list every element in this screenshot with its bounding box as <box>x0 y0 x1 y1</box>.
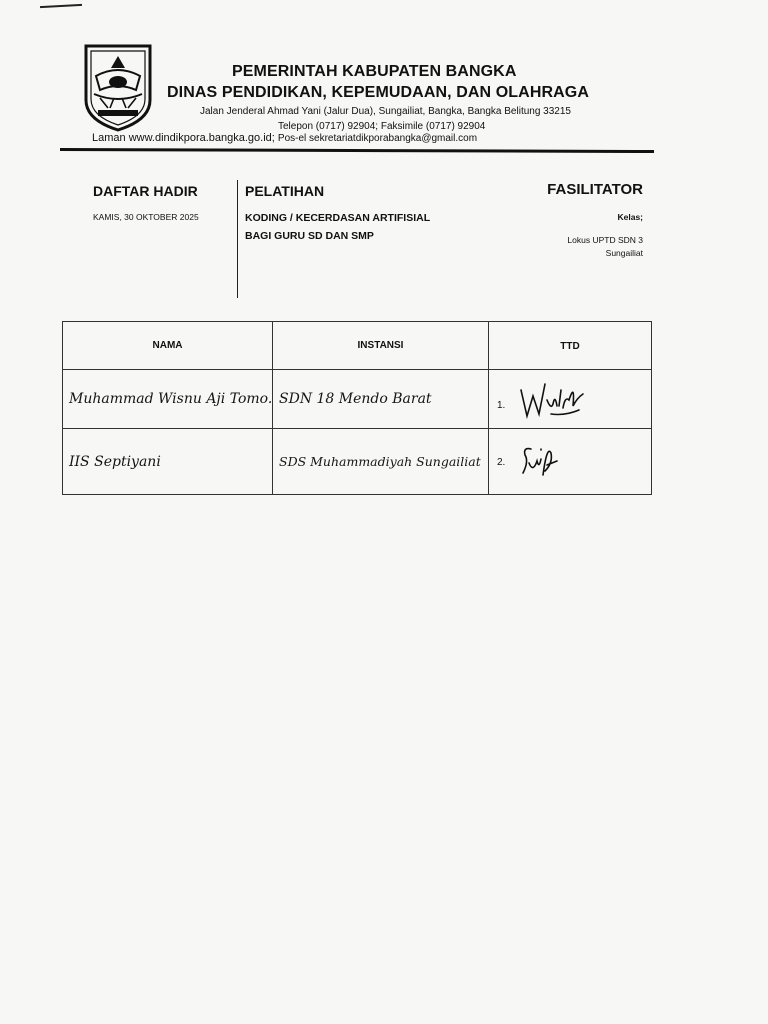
cell-instansi <box>273 370 489 429</box>
letterhead-department: DINAS PENDIDIKAN, KEPEMUDAAN, DAN OLAHRAGA <box>167 84 589 101</box>
column-header-ttd: TTD <box>489 322 652 370</box>
handwritten-instansi: SDS Muhammadiyah Sungailiat <box>279 453 481 469</box>
letterhead-address: Jalan Jenderal Ahmad Yani (Jalur Dua), Sungailiat, Bangka, Bangka Belitung 33215 <box>200 106 571 117</box>
training-subject: KODING / KECERDASAN ARTIFISIAL <box>245 212 431 224</box>
cell-ttd <box>489 370 652 429</box>
letterhead-phone: Telepon (0717) 92904; Faksimile (0717) 92904 <box>278 121 486 132</box>
corner-pen-mark <box>40 4 82 8</box>
signature-2 <box>517 439 561 481</box>
letterhead-divider <box>60 148 654 153</box>
class-label: Kelas; <box>617 212 643 222</box>
cell-nama <box>63 429 273 495</box>
table-row <box>63 429 652 495</box>
cell-instansi <box>273 429 489 495</box>
info-divider <box>237 180 238 298</box>
table-header-row <box>63 322 652 370</box>
handwritten-instansi: SDN 18 Mendo Barat <box>279 391 432 407</box>
row-number: 1. <box>497 400 506 411</box>
letterhead-web-email <box>92 132 477 144</box>
table-row <box>63 370 652 429</box>
letterhead-website: Laman www.dindikpora.bangka.go.id; <box>92 132 275 144</box>
training-title: PELATIHAN <box>245 183 325 199</box>
attendance-date: KAMIS, 30 OKTOBER 2025 <box>93 212 199 222</box>
location-line1: Lokus UPTD SDN 3 <box>567 235 643 245</box>
letterhead-email: Pos-el sekretariatdikporabangka@gmail.com <box>277 133 478 144</box>
handwritten-name: IIS Septiyani <box>69 453 161 470</box>
cell-nama <box>63 370 273 429</box>
signature-1 <box>517 376 587 422</box>
facilitator-title: FASILITATOR <box>547 181 643 198</box>
column-header-nama: NAMA <box>63 322 273 370</box>
row-number: 2. <box>497 457 506 468</box>
location-line2: Sungailiat <box>605 248 643 258</box>
attendance-table <box>62 321 652 495</box>
column-header-instansi: INSTANSI <box>273 322 489 370</box>
bangka-regency-logo <box>80 42 156 132</box>
attendance-title: DAFTAR HADIR <box>93 183 198 199</box>
training-audience: BAGI GURU SD DAN SMP <box>245 230 374 242</box>
cell-ttd <box>489 429 652 495</box>
letterhead-government: PEMERINTAH KABUPATEN BANGKA <box>232 63 517 80</box>
handwritten-name: Muhammad Wisnu Aji Tomo. <box>69 391 273 407</box>
